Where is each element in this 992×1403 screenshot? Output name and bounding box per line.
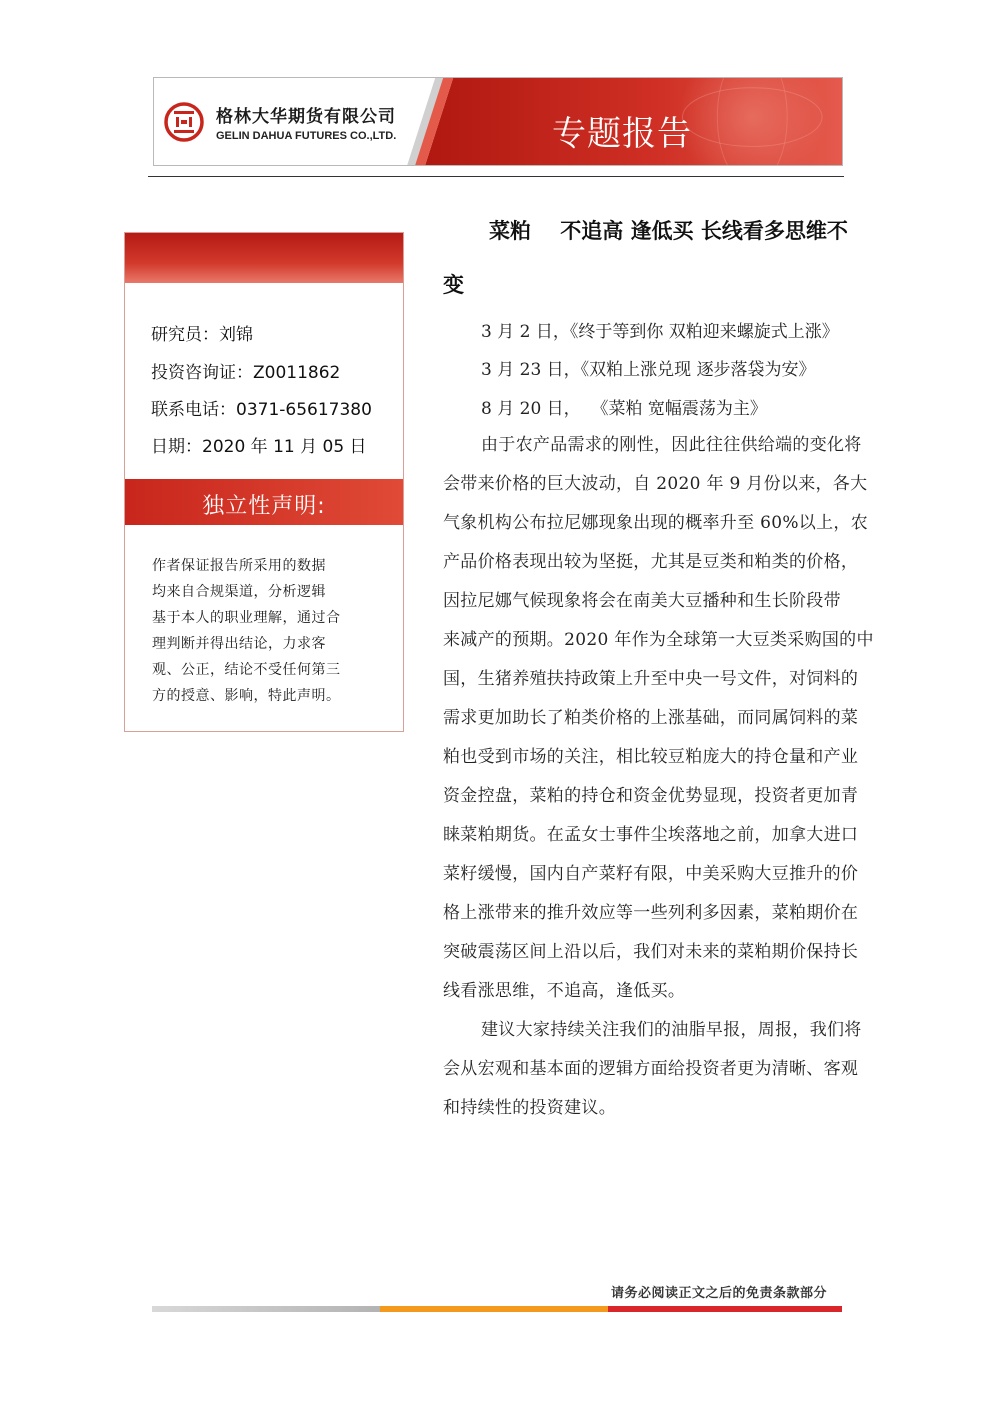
company-name-en: GELIN DAHUA FUTURES CO.,LTD. (216, 130, 397, 142)
declaration-header (125, 479, 403, 525)
author-sidebar (124, 232, 404, 732)
paragraph-line: 粕也受到市场的关注，相比较豆粕庞大的持仓量和产业 (443, 747, 859, 767)
paragraph-line: 来减产的预期。2020 年作为全球第一大豆类采购国的中 (443, 630, 874, 650)
paragraph-line: 气象机构公布拉尼娜现象出现的概率升至 60%以上，农 (443, 513, 868, 533)
declaration-line: 均来自合规渠道，分析逻辑 (152, 584, 326, 600)
sidebar-header-band (125, 233, 403, 283)
header-banner (153, 77, 843, 166)
declaration-line: 基于本人的职业理解，通过合 (152, 610, 341, 626)
article-title: 菜粕 不追高 逢低买 长线看多思维不 (489, 219, 848, 243)
paragraph-line: 会带来价格的巨大波动，自 2020 年 9 月份以来，各大 (443, 474, 868, 494)
paragraph-line: 因拉尼娜气候现象将会在南美大豆播种和生长阶段带 (443, 591, 841, 611)
disclaimer-note: 请务必阅读正文之后的免责条款部分 (611, 1286, 828, 1301)
researcher-name: 研究员：刘锦 (151, 325, 253, 345)
contact-phone: 联系电话：0371-65617380 (151, 400, 372, 420)
declaration-text (152, 553, 382, 709)
reference-item: 8 月 20 日， 《菜粕 宽幅震荡为主》 (481, 399, 767, 419)
body-paragraph (443, 1011, 921, 1128)
company-name-cn: 格林大华期货有限公司 (216, 107, 396, 127)
report-date: 日期：2020 年 11 月 05 日 (151, 437, 367, 457)
paragraph-line: 菜籽缓慢，国内自产菜籽有限，中美采购大豆推升的价 (443, 864, 859, 884)
paragraph-line: 线看涨思维，不追高，逢低买。 (443, 981, 686, 1001)
license-number: 投资咨询证：Z0011862 (151, 363, 341, 383)
paragraph-line: 和持续性的投资建议。 (443, 1098, 616, 1118)
company-logo-icon (164, 102, 204, 142)
declaration-line: 方的授意、影响，特此声明。 (152, 688, 341, 704)
paragraph-line: 睐菜粕期货。在孟女士事件尘埃落地之前，加拿大进口 (443, 825, 859, 845)
paragraph-line: 产品价格表现出较为坚挺，尤其是豆类和粕类的价格， (443, 552, 859, 572)
paragraph-line: 建议大家持续关注我们的油脂早报，周报，我们将 (481, 1020, 862, 1040)
footer-bar-red (608, 1306, 842, 1312)
paragraph-line: 国，生猪养殖扶持政策上升至中央一号文件，对饲料的 (443, 669, 859, 689)
paragraph-line: 突破震荡区间上沿以后，我们对未来的菜粕期价保持长 (443, 942, 859, 962)
declaration-line: 作者保证报告所采用的数据 (152, 558, 326, 574)
paragraph-line: 会从宏观和基本面的逻辑方面给投资者更为清晰、客观 (443, 1059, 859, 1079)
body-paragraph (443, 426, 921, 1011)
footer-bar-gray (152, 1306, 380, 1312)
declaration-line: 观、公正，结论不受任何第三 (152, 662, 341, 678)
reference-item: 3 月 2 日，《终于等到你 双粕迎来螺旋式上涨》 (481, 322, 839, 342)
reference-item: 3 月 23 日，《双粕上涨兑现 逐步落袋为安》 (481, 360, 816, 380)
footer-bar-orange (380, 1306, 608, 1312)
paragraph-line: 需求更加助长了粕类价格的上涨基础，而同属饲料的菜 (443, 708, 859, 728)
paragraph-line: 由于农产品需求的刚性，因此往往供给端的变化将 (481, 435, 862, 455)
paragraph-line: 资金控盘，菜粕的持仓和资金优势显现，投资者更加青 (443, 786, 859, 806)
report-type-title: 专题报告 (552, 114, 692, 154)
header-divider (148, 176, 844, 177)
paragraph-line: 格上涨带来的推升效应等一些列利多因素，菜粕期价在 (443, 903, 859, 923)
declaration-title: 独立性声明: (202, 494, 326, 519)
declaration-line: 理判断并得出结论，力求客 (152, 636, 326, 652)
article-title-continued: 变 (443, 273, 464, 297)
